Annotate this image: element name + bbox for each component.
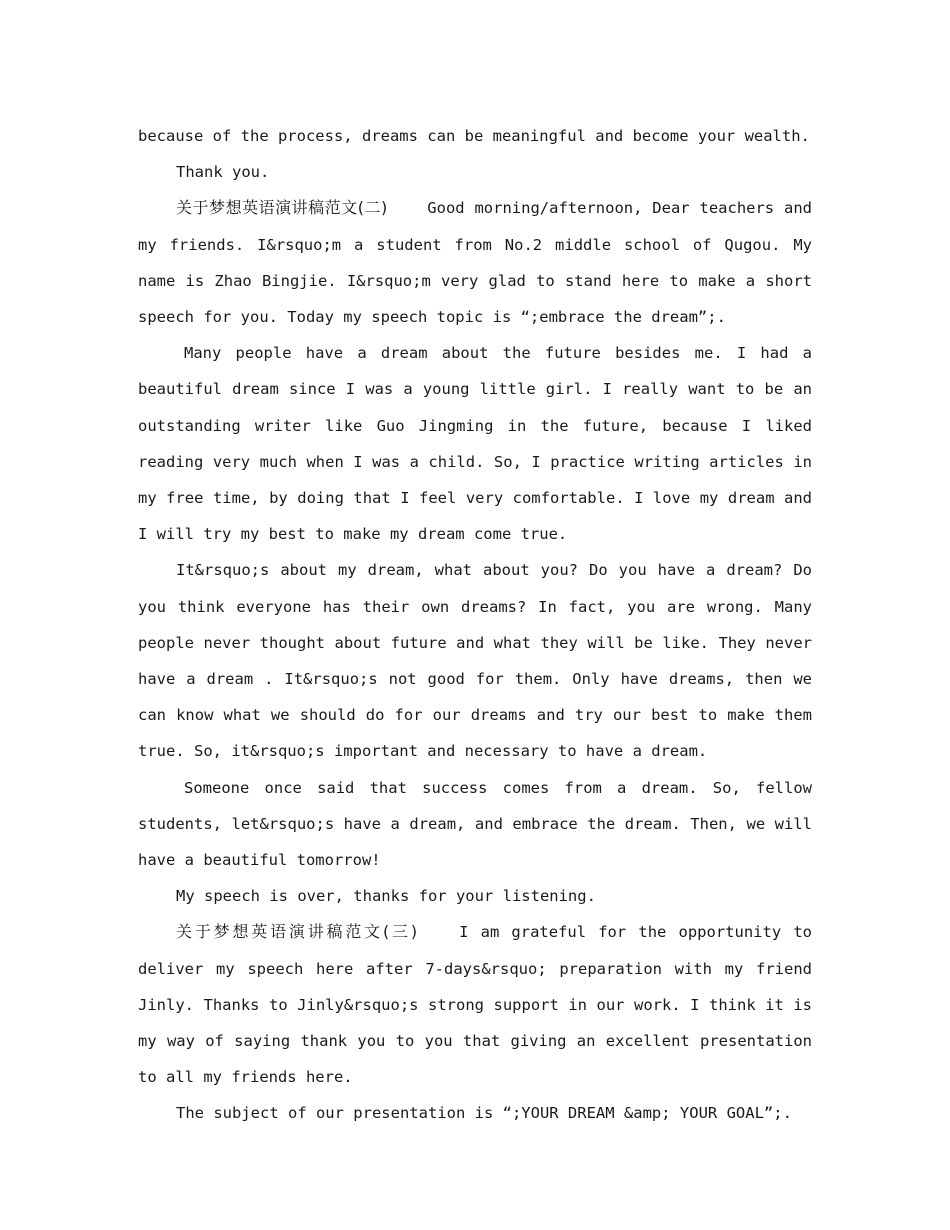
paragraph-text: My speech is over, thanks for your listening. xyxy=(176,887,596,906)
document-body xyxy=(138,118,812,1132)
paragraph-text: The subject of our presentation is “;YOUR DREAM &amp; YOUR GOAL”;. xyxy=(176,1104,792,1123)
paragraph xyxy=(138,154,812,190)
paragraph xyxy=(138,1095,812,1131)
paragraph-text: Thank you. xyxy=(176,163,270,182)
paragraph-text: Someone once said that success comes from a dream. So, fellow students, let&rsquo;s have a dream, and embrace the dream. Then, we will have a beautiful tomorrow! xyxy=(138,778,812,870)
section-heading: 关于梦想英语演讲稿范文(二) xyxy=(176,198,388,218)
paragraph xyxy=(138,552,812,769)
section-heading: 关于梦想英语演讲稿范文(三) xyxy=(176,922,418,942)
paragraph-text: Good morning/afternoon, Dear teachers and my friends. I&rsquo;m a student from No.2 middle school of Qugou. My name is Zhao Bingjie. I&rsquo;m very glad to stand here to make a short speech for you. Today my speech topic is “;embrace the dream”;. xyxy=(138,199,812,327)
paragraph xyxy=(138,335,812,552)
paragraph-text: It&rsquo;s about my dream, what about you? Do you have a dream? Do you think everyone has their own dreams? In fact, you are wrong. Many people never thought about future and what they will be like. They never have a dream . It&rsquo;s not good for them. Only have dreams, then we can know what we should do for our dreams and try our best to make them true. So, it&rsquo;s important and necessary to have a dream. xyxy=(138,561,812,761)
paragraph xyxy=(138,118,812,154)
paragraph xyxy=(138,878,812,914)
paragraph xyxy=(138,914,812,1095)
paragraph xyxy=(138,190,812,335)
paragraph-text: I am grateful for the opportunity to deliver my speech here after 7-days&rsquo; preparation with my friend Jinly. Thanks to Jinly&rsquo;s strong support in our work. I think it is my way of saying thank you to you that giving an excellent presentation to all my friends here. xyxy=(138,923,812,1087)
paragraph-text: Many people have a dream about the future besides me. I had a beautiful dream since I was a young little girl. I really want to be an outstanding writer like Guo Jingming in the future, because I liked reading very much when I was a child. So, I practice writing articles in my free time, by doing that I feel very comfortable. I love my dream and I will try my best to make my dream come true. xyxy=(138,344,812,544)
paragraph-text: because of the process, dreams can be meaningful and become your wealth. xyxy=(138,127,810,145)
paragraph xyxy=(138,770,812,879)
